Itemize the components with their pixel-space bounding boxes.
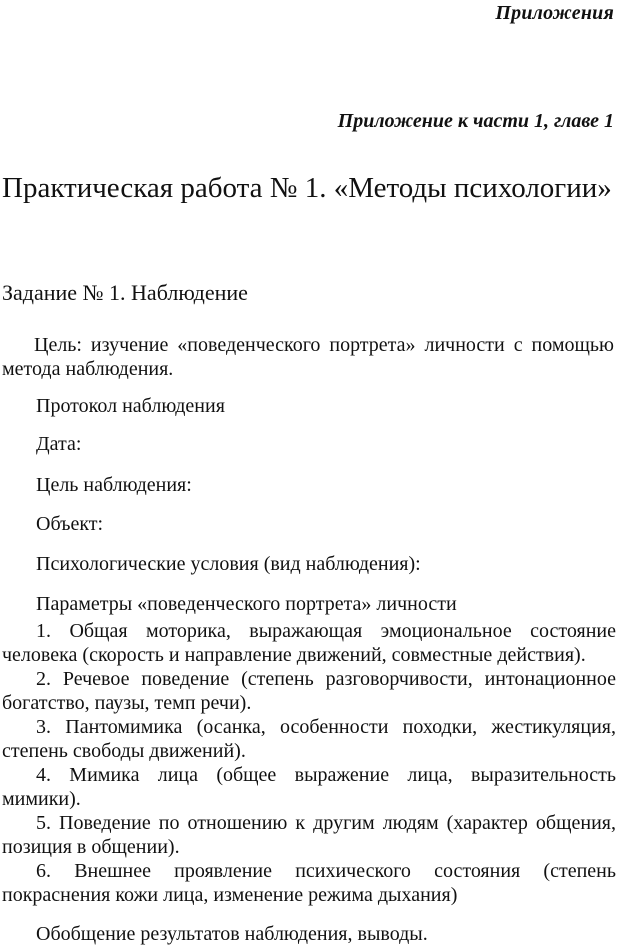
goal-paragraph: Цель: изучение «поведенческого портрета» личности с помощью метода наблюдения. (2, 334, 614, 380)
list-item: 4. Мимика лица (общее выражение лица, выразительность мимики). (2, 764, 616, 810)
list-item: 5. Поведение по отношению к другим людям (характер общения, позиция в общении). (2, 812, 616, 858)
field-object: Объект: (36, 513, 104, 535)
parameters-list (2, 619, 616, 907)
list-item: 6. Внешнее проявление психического состояния (степень покраснения кожи лица, изменение режима дыхания) (2, 860, 616, 906)
appendix-reference: Приложение к части 1, главе 1 (337, 110, 614, 132)
list-item: 2. Речевое поведение (степень разговорчивости, интонационное богатство, паузы, темп речи). (2, 668, 616, 714)
field-date: Дата: (36, 433, 82, 455)
field-conditions: Психологические условия (вид наблюдения): (36, 553, 421, 575)
conclusion-line: Обобщение результатов наблюдения, выводы. (36, 923, 428, 945)
running-head: Приложения (495, 2, 614, 24)
parameters-heading: Параметры «поведенческого портрета» личности (36, 593, 457, 615)
protocol-title: Протокол наблюдения (36, 395, 225, 417)
task-heading: Задание № 1. Наблюдение (2, 280, 248, 305)
page-title: Практическая работа № 1. «Методы психологии» (2, 172, 612, 204)
field-observation-goal: Цель наблюдения: (36, 474, 192, 496)
list-item: 1. Общая моторика, выражающая эмоциональное состояние человека (скорость и направление движений, совместные действия). (2, 620, 616, 666)
list-item: 3. Пантомимика (осанка, особенности походки, жестикуляция, степень свободы движений). (2, 716, 616, 762)
